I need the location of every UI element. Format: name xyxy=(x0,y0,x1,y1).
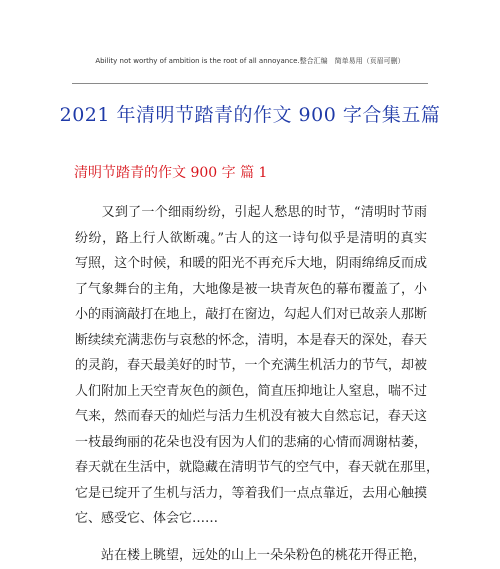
document-title: 2021 年清明节踏青的作文 900 字合集五篇 xyxy=(59,104,441,126)
paragraph-line: 它、感受它、体会它…… xyxy=(75,511,219,526)
paragraph-line: 纷纷，路上行人欲断魂。”古人的这一诗句似乎是清明的真实 xyxy=(75,230,427,246)
paragraph-line: 写照，这个时候，和暖的阳光不再充斥大地，阴雨绵绵反而成 xyxy=(75,256,427,271)
paragraph-line: 了气象舞台的主角，大地像是被一块青灰色的幕布覆盖了，小 xyxy=(75,281,427,297)
paragraph-line: 它是已绽开了生机与活力，等着我们一点点靠近，去用心触摸 xyxy=(75,485,427,501)
header-divider xyxy=(72,83,428,84)
paragraph-line: 小的雨滴敲打在地上，敲打在窗边，勾起人们对已故亲人那断 xyxy=(75,307,427,322)
paragraph-line: 人们附加上天空青灰色的颜色，简直压抑地让人窒息，喘不过 xyxy=(75,383,427,399)
paragraph-line: 断续续充满悲伤与哀愁的怀念，清明，本是春天的深处，春天 xyxy=(75,332,427,348)
page-header-text: Ability not worthy of ambition is the root of all annoyance.整合汇编 简单易用（页眉可删） xyxy=(95,57,405,65)
paragraph-line: 春天就在生活中，就隐藏在清明节气的空气中，春天就在那里， xyxy=(75,460,440,475)
paragraph-1 xyxy=(75,200,440,532)
paragraph-line: 又到了一个细雨纷纷，引起人愁思的时节，“清明时节雨 xyxy=(75,205,427,220)
paragraph-line: 的灵韵，春天最美好的时节，一个充满生机活力的节气，却被 xyxy=(75,358,427,373)
paragraph-line: 气来，然而春天的灿烂与活力生机没有被大自然忘记，春天这 xyxy=(75,409,427,424)
paragraph-line: 一枝最绚丽的花朵也没有因为人们的悲痛的心情而凋谢枯萎， xyxy=(75,434,427,450)
section-title: 清明节踏青的作文 900 字 篇 1 xyxy=(74,165,268,181)
paragraph-2-first-line: 站在楼上眺望，远处的山上一朵朵粉色的桃花开得正艳， xyxy=(75,548,427,563)
